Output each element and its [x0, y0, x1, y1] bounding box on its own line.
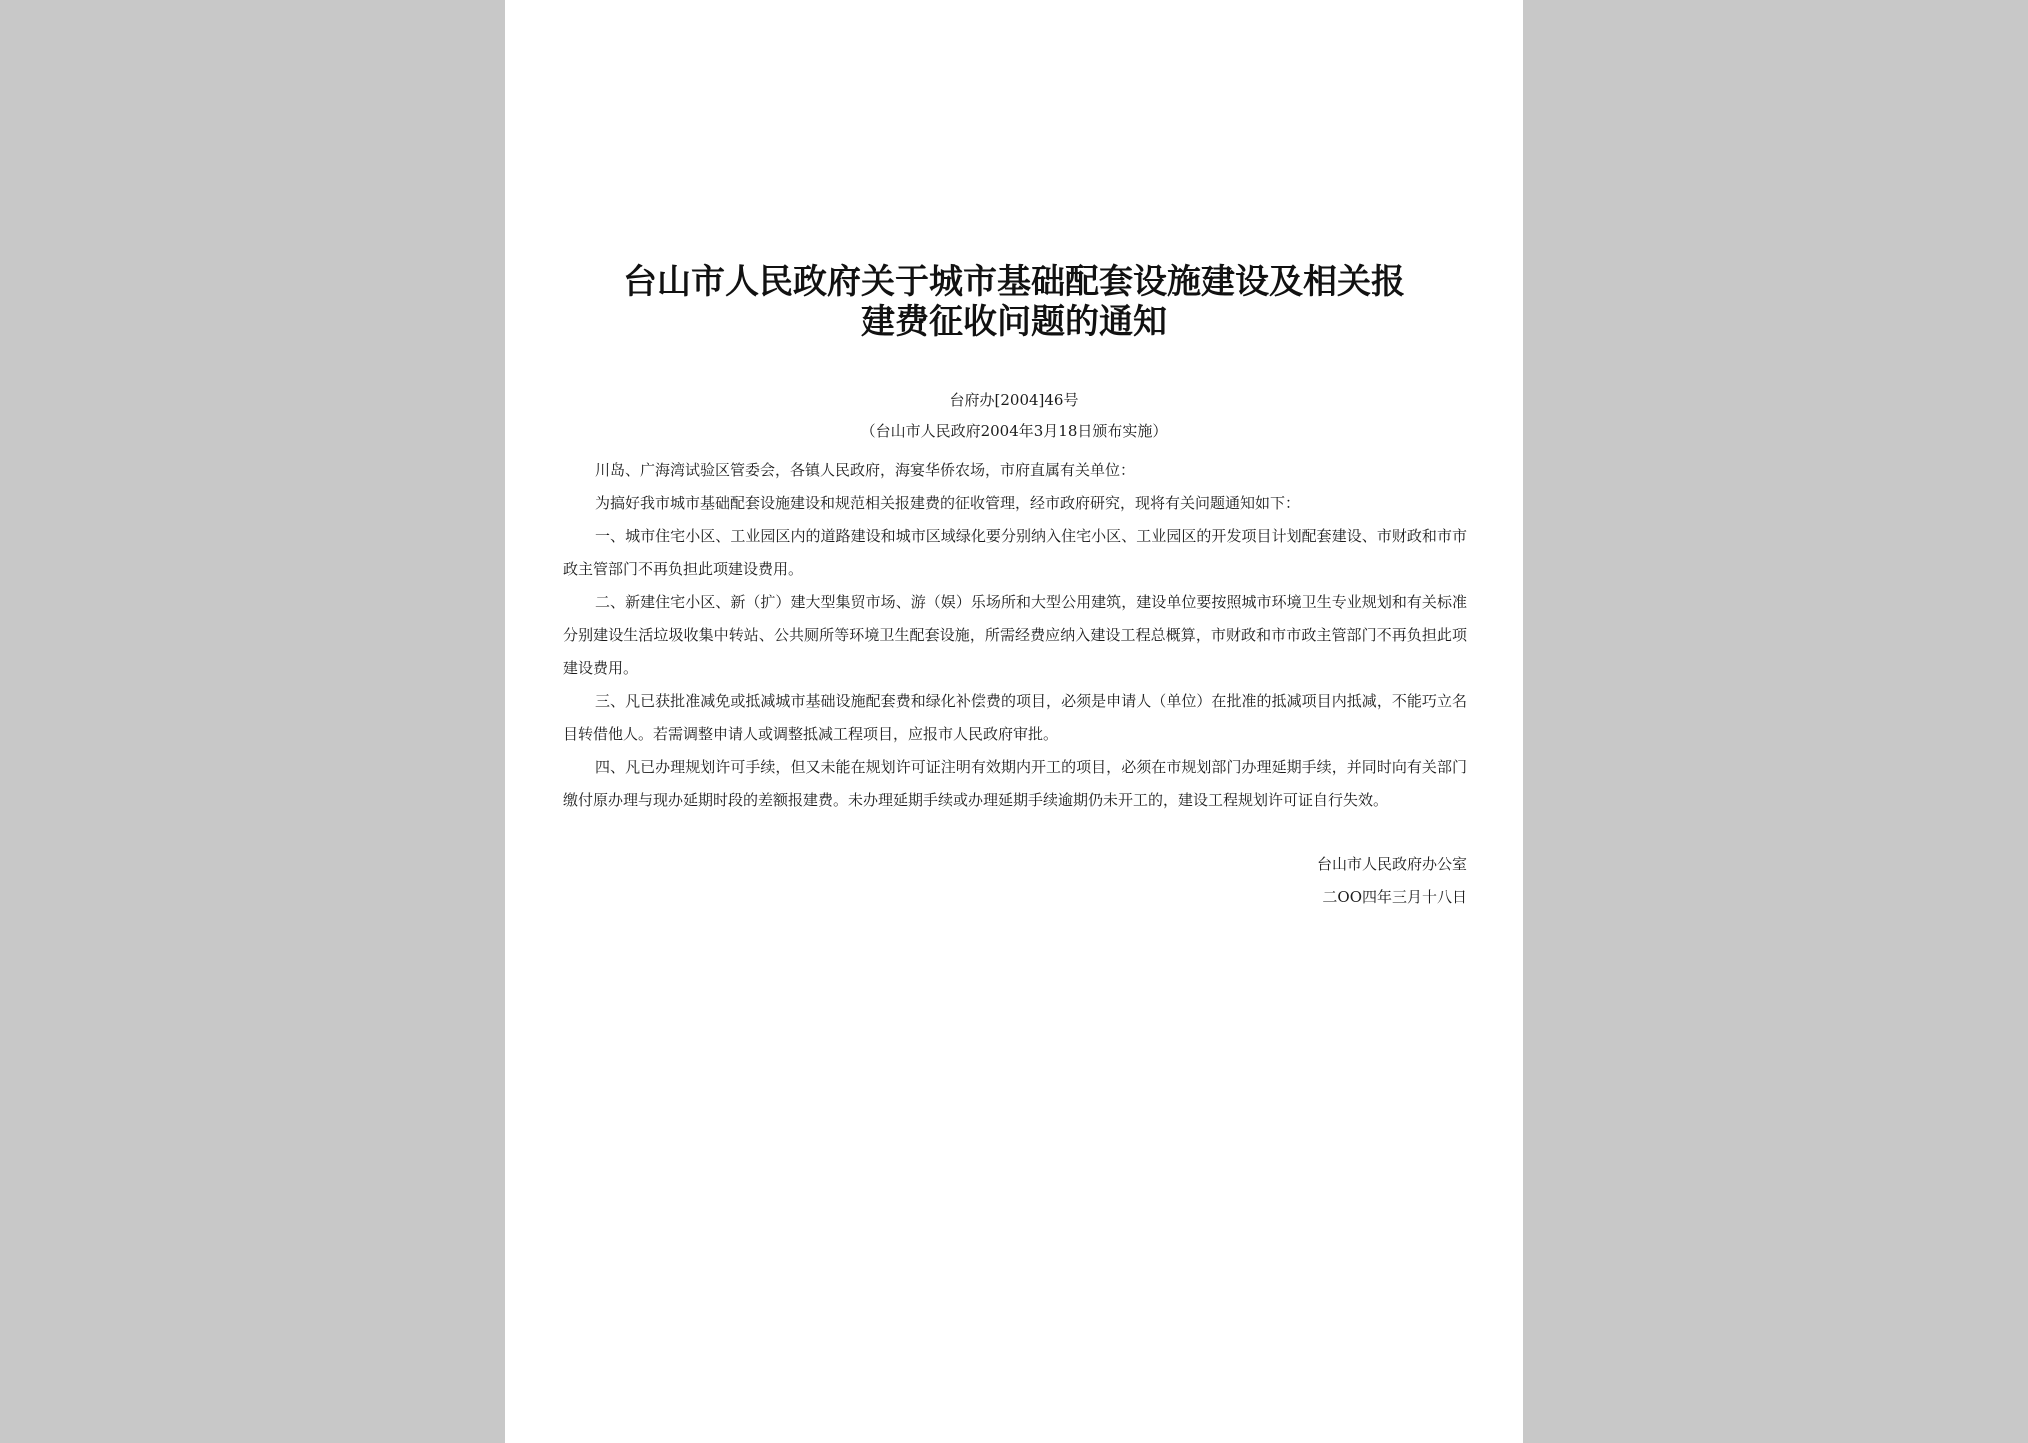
issued-note: （台山市人民政府2004年3月18日颁布实施） [860, 422, 1168, 440]
paragraph-3: 三、凡已获批准减免或抵减城市基础设施配套费和绿化补偿费的项目，必须是申请人（单位）在批准的抵减项目内抵减，不能巧立名目转借他人。若需调整申请人或调整抵减工程项目，应报市人民政府审批。 [563, 692, 1467, 743]
title-line-1: 台山市人民政府关于城市基础配套设施建设及相关报 [623, 262, 1405, 302]
title-line-2: 建费征收问题的通知 [861, 302, 1167, 342]
paragraph-1: 一、城市住宅小区、工业园区内的道路建设和城市区域绿化要分别纳入住宅小区、工业园区的开发项目计划配套建设、市财政和市市政主管部门不再负担此项建设费用。 [563, 527, 1467, 578]
document-page [505, 0, 1523, 1443]
paragraph-intro: 为搞好我市城市基础配套设施建设和规范相关报建费的征收管理，经市政府研究，现将有关问题通知如下： [595, 494, 1301, 512]
signature-date: 二OO四年三月十八日 [1322, 888, 1467, 906]
signature-org: 台山市人民政府办公室 [1316, 855, 1467, 873]
signature-block [1317, 848, 1467, 914]
document-title [505, 262, 1523, 342]
addressee: 川岛、广海湾试验区管委会，各镇人民政府，海宴华侨农场，市府直属有关单位： [595, 461, 1136, 479]
paragraph-2: 二、新建住宅小区、新（扩）建大型集贸市场、游（娱）乐场所和大型公用建筑，建设单位要按照城市环境卫生专业规划和有关标准分别建设生活垃圾收集中转站、公共厕所等环境卫生配套设施，所需经费应纳入建设工程总概算，市财政和市市政主管部门不再负担此项建设费用。 [563, 593, 1467, 677]
document-body [563, 454, 1467, 817]
document-number: 台府办[2004]46号 [949, 391, 1079, 409]
paragraph-4: 四、凡已办理规划许可手续，但又未能在规划许可证注明有效期内开工的项目，必须在市规划部门办理延期手续，并同时向有关部门缴付原办理与现办延期时段的差额报建费。未办理延期手续或办理延期手续逾期仍未开工的，建设工程规划许可证自行失效。 [563, 758, 1467, 809]
